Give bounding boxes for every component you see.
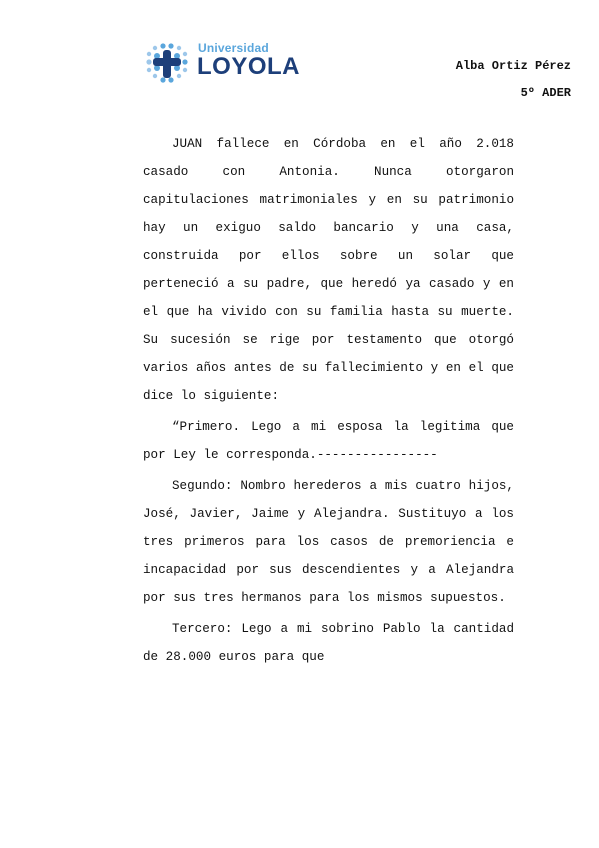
loyola-cross-icon <box>143 40 191 88</box>
paragraph: Tercero: Lego a mi sobrino Pablo la cantidad de 28.000 euros para que <box>143 622 514 664</box>
logo-loyola-label: LOYOLA <box>197 53 300 80</box>
document-body <box>143 130 514 671</box>
logo-university-label: Universidad <box>198 41 269 55</box>
paragraph: JUAN fallece en Córdoba en el año 2.018 casado con Antonia. Nunca otorgaron capitulaciones matrimoniales y en su patrimonio hay un exiguo saldo bancario y una casa, construida por ellos sobre un solar que perteneció a su padre, que heredó ya casado y en el que ha vivido con su familia hasta su muerte. Su sucesión se rige por testamento que otorgó varios años antes de su fallecimiento y en el que dice lo siguiente: <box>143 137 514 403</box>
course-label: 5º ADER <box>520 86 571 100</box>
university-logo <box>143 40 303 90</box>
author-block <box>456 53 571 107</box>
paragraph: “Primero. Lego a mi esposa la legitima que por Ley le corresponda.---------------- <box>143 420 514 462</box>
author-name: Alba Ortiz Pérez <box>455 59 571 73</box>
paragraph: Segundo: Nombro herederos a mis cuatro hijos, José, Javier, Jaime y Alejandra. Sustituyo a los tres primeros para los casos de premoriencia e incapacidad por sus descendientes y a Alejandra por sus tres hermanos para los mismos supuestos. <box>143 479 514 605</box>
